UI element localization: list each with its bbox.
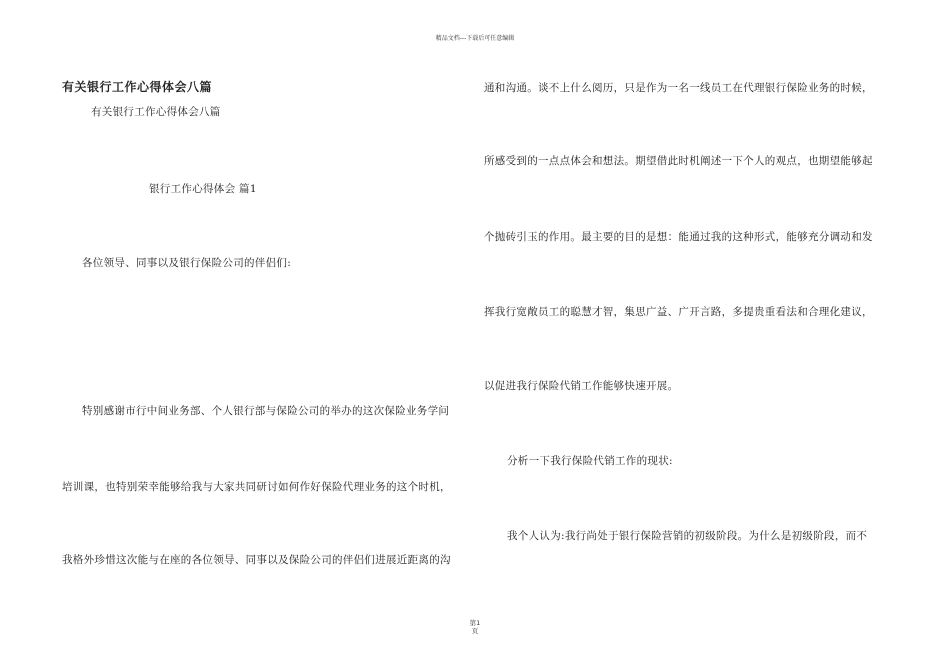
paragraph-line: 培训课，也特别荣幸能够给我与大家共同研讨如何作好保险代理业务的这个时机， (62, 481, 451, 493)
paragraph-line: 我个人认为:我行尚处于银行保险营销的初级阶段。为什么是初级阶段，而不 (507, 530, 868, 542)
page-number-label: 第1 (469, 619, 481, 627)
greeting-line: 各位领导、同事以及银行保险公司的伴侣们: (82, 257, 292, 269)
page-number-unit: 页 (471, 627, 479, 635)
page-number (0, 619, 950, 635)
paragraph-line: 所感受到的一点点体会和想法。期望借此时机阐述一下个人的观点，也期望能够起 (484, 155, 873, 167)
page-header: 精品文档---下载后可任意编辑 (435, 35, 515, 42)
document-subtitle: 有关银行工作心得体会八篇 (91, 106, 221, 118)
paragraph-line: 个抛砖引玉的作用。最主要的目的是想：能通过我的这种形式，能够充分调动和发 (484, 231, 873, 243)
section-heading: 银行工作心得体会 篇1 (149, 183, 257, 195)
paragraph-line: 分析一下我行保险代销工作的现状: (507, 455, 673, 467)
paragraph-line: 特别感谢市行中间业务部、个人银行部与保险公司的举办的这次保险业务学问 (82, 405, 450, 417)
document-title: 有关银行工作心得体会八篇 (62, 80, 213, 94)
paragraph-line: 以促进我行保险代销工作能够快速开展。 (484, 380, 679, 392)
paragraph-line: 我格外珍惜这次能与在座的各位领导、同事以及保险公司的伴侣们进展近距离的沟 (62, 554, 451, 566)
paragraph-line: 挥我行宽敞员工的聪慧才智，集思广益、广开言路，多提贵重看法和合理化建议， (484, 306, 873, 318)
paragraph-line: 通和沟通。谈不上什么阅历，只是作为一名一线员工在代理银行保险业务的时候， (484, 82, 873, 94)
